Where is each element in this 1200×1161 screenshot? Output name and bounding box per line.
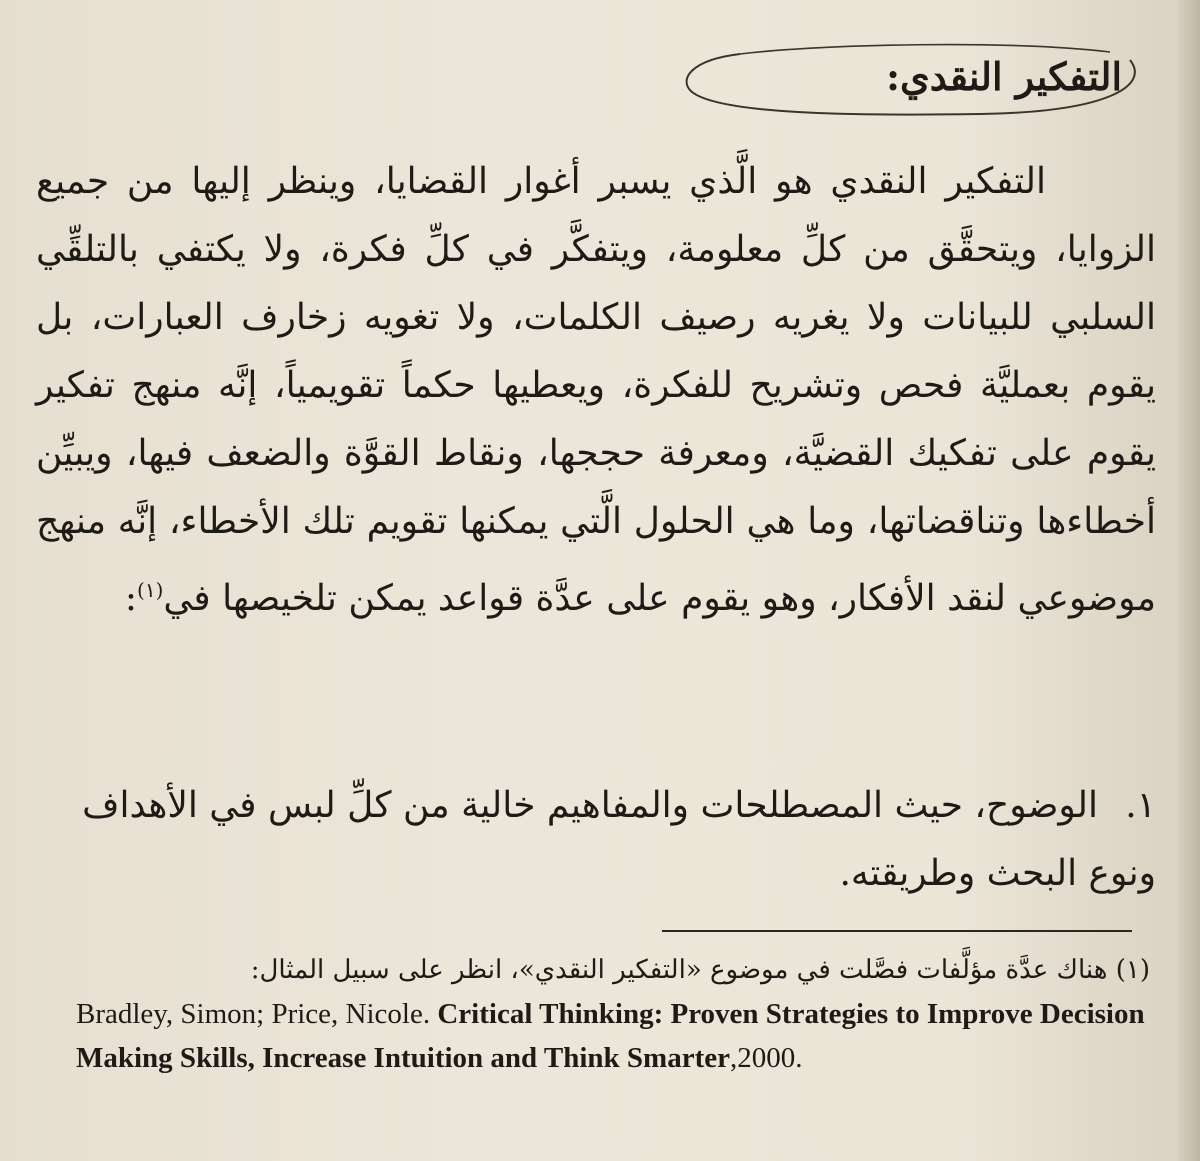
list-item bbox=[36, 772, 1156, 908]
footnote-number: (١) bbox=[1115, 955, 1150, 985]
list-item-number: ١. bbox=[1125, 785, 1156, 826]
paragraph-text bbox=[36, 148, 1156, 633]
paragraph-body: التفكير النقدي هو الَّذي يسبر أغوار القضايا، وينظر إليها من جميع الزوايا، ويتحقَّق من كلِّ معلومة، ويتفكَّر في كلِّ فكرة، ولا يكتفي بالتلقِّي السلبي للبيانات ولا يغريه رصيف الكلمات، ولا تغويه زخارف العبارات، بل يقوم بعمليَّة فحص وتشريح للفكرة، ويعطيها حكماً تقويمياً، إنَّه منهج تفكير يقوم على تفكيك القضيَّة، ومعرفة حججها، ونقاط القوَّة والضعف فيها، ويبيِّن أخطاءها وتناقضاتها، وما هي الحلول الَّتي يمكنها تقويم تلك الأخطاء، إنَّه منهج موضوعي لنقد الأفكار، وهو يقوم على عدَّة قواعد يمكن تلخيصها في bbox=[36, 161, 1156, 619]
footnote-arabic-line bbox=[62, 948, 1150, 992]
footnote-divider bbox=[662, 930, 1132, 932]
citation-authors: Bradley, Simon; Price, Nicole. bbox=[76, 998, 431, 1030]
paragraph-colon: : bbox=[124, 578, 138, 619]
footnote-arabic-text: هناك عدَّة مؤلَّفات فصَّلت في موضوع «التفكير النقدي»، انظر على سبيل المثال: bbox=[250, 955, 1108, 985]
footnote bbox=[62, 948, 1150, 1080]
list-item-text: الوضوح، حيث المصطلحات والمفاهيم خالية من كلِّ لبس في الأهداف ونوع البحث وطريقته. bbox=[82, 785, 1156, 894]
citation-title: Critical Thinking: Proven Strategies to Improve Decision Making Skills, Increase Intuition and Think Smarter bbox=[76, 998, 1145, 1074]
section-heading: التفكير النقدي: bbox=[885, 54, 1122, 99]
footnote-citation bbox=[62, 992, 1150, 1080]
footnote-ref: (١) bbox=[137, 578, 164, 602]
body-paragraph bbox=[36, 148, 1156, 633]
page-edge-shadow bbox=[1178, 0, 1200, 1161]
heading-frame bbox=[680, 30, 1150, 120]
citation-year: ,2000. bbox=[730, 1042, 803, 1074]
